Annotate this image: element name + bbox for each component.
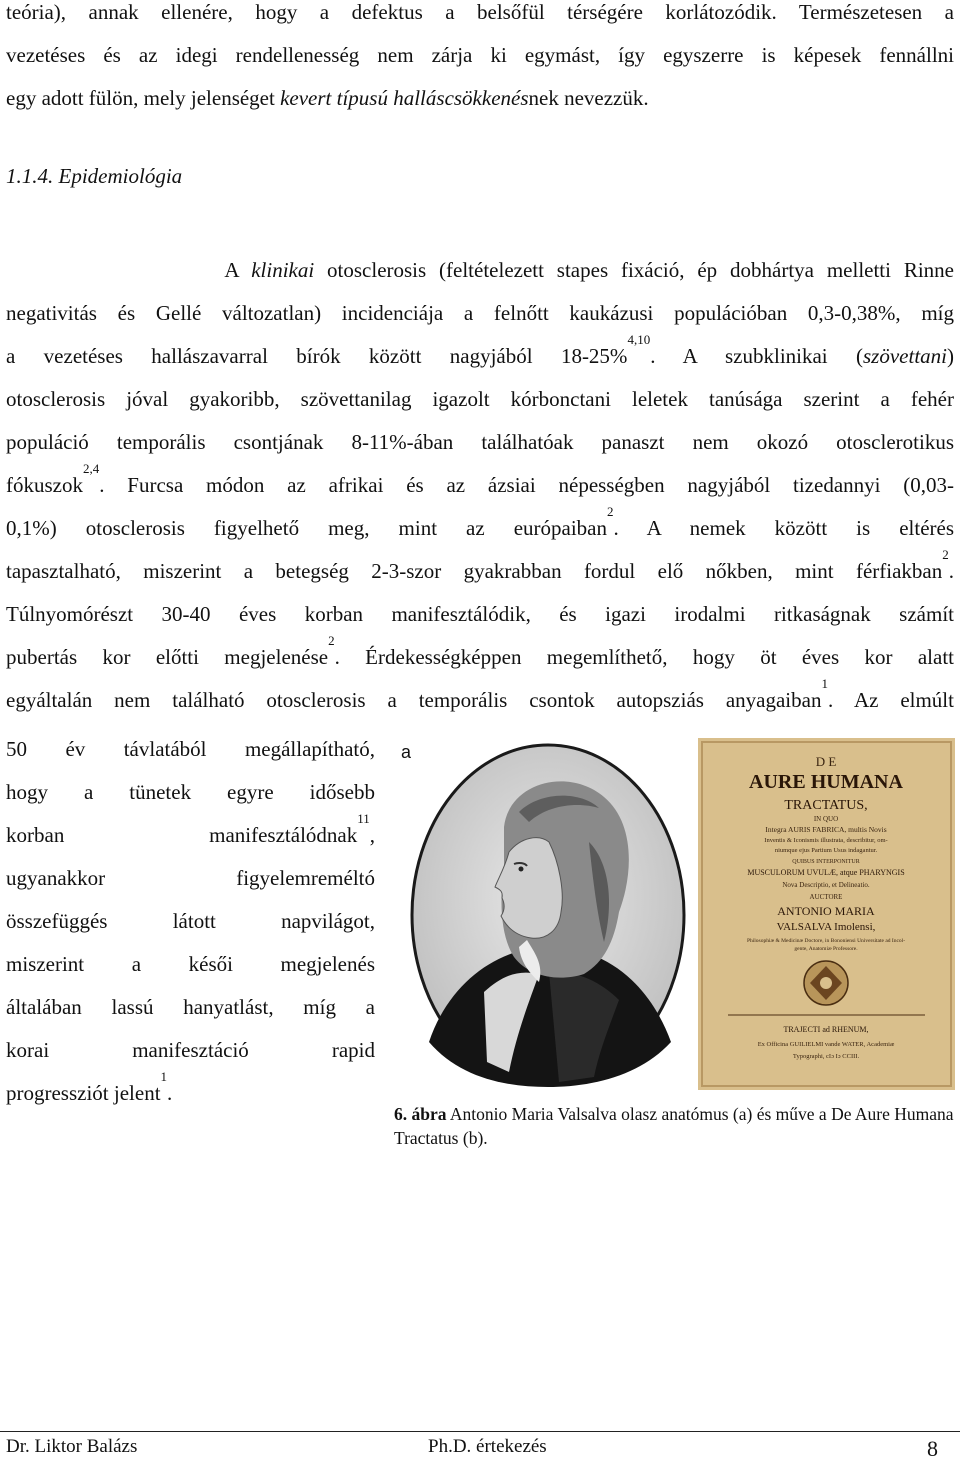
title-line: Typographi, cIɔ Iɔ CCIII.: [792, 1053, 860, 1060]
text-line: fókuszok$^{2,4}$. Furcsa módon az afrikai és az ázsiai népességben nagyjából tizedannyi (0,03-: [6, 461, 954, 497]
text-line: 0,1%) otosclerosis figyelhető meg, mint az európaiban$^2$. A nemek között is eltérés: [6, 504, 954, 540]
text-line: egyáltalán nem található otosclerosis a temporális csontok autopsziás anyagaiban$^1$. Az elmúlt: [6, 676, 954, 712]
title-line: Ex Officina GUILIELMI vande WATER, Academiæ: [757, 1041, 895, 1048]
title-line: TRACTATUS,: [784, 798, 868, 813]
section-heading: 1.1.4. Epidemiológia: [6, 164, 183, 188]
text-line: tapasztalható, miszerint a betegség 2-3-szor gyakrabban fordul elő nőkben, mint férfiakban$^2$.: [6, 547, 954, 583]
title-line: Inventis & Iconismis illustrata, describitur, om-: [764, 837, 888, 844]
text-line: vezetéses és az idegi rendellenesség nem zárja ki egymást, így egyszerre is képesek fennállni: [6, 43, 954, 67]
title-line: QUIBUS INTERPONITUR: [792, 859, 860, 865]
title-line: Integra AURIS FABRICA, multis Novis: [765, 825, 887, 834]
text-line: hogy a tünetek egyre idősebb: [6, 780, 375, 804]
footer-divider: [0, 1431, 960, 1432]
footer-author: Dr. Liktor Balázs: [6, 1436, 138, 1457]
text-line: teória), annak ellenére, hogy a defektus a belsőfül térségére korlátozódik. Természetesen a: [6, 0, 954, 24]
text-line: a vezetéses hallászavarral bírók között nagyjából 18-25%$^{4,10}$. A szubklinikai (szövettani): [6, 332, 954, 368]
title-line: ANTONIO MARIA: [777, 904, 875, 918]
figure-caption: 6. ábra Antonio Maria Valsalva olasz anatómus (a) és műve a De Aure Humana Tractatus (b).: [394, 1104, 954, 1148]
title-page-image: [698, 738, 955, 1090]
text-line: 50 év távlatából megállapítható,: [6, 737, 375, 761]
footer-document: Ph.D. értekezés: [428, 1436, 547, 1457]
title-line: Philosophiæ & Medicinæ Doctore, in Bononiensi Universitate ad Incol-: [746, 938, 906, 944]
title-line: MUSCULORUM UVULÆ, atque PHARYNGIS: [747, 868, 905, 877]
text-line: egy adott fülön, mely jelenséget kevert típusú halláscsökkenésnek nevezzük.: [6, 86, 649, 110]
text-line: általában lassú hanyatlást, míg a: [6, 995, 375, 1019]
portrait-image: [409, 742, 687, 1088]
text-line: negativitás és Gellé változatlan) incidenciája a felnőtt kaukázusi populációban 0,3-0,38%, míg: [6, 301, 954, 325]
ornament-icon: [804, 961, 848, 1005]
text-line: ugyanakkor figyelemreméltó: [6, 866, 375, 890]
title-line: AUCTORE: [809, 893, 843, 901]
text-line: összefüggés látott napvilágot,: [6, 909, 375, 933]
title-line: IN QUO: [813, 815, 839, 823]
page-number: 8: [927, 1436, 938, 1461]
title-line: D E: [815, 754, 837, 769]
body-paragraph: [6, 249, 954, 722]
title-line: Nova Descriptio, et Delineatio.: [782, 881, 870, 889]
text-line: korai manifesztáció rapid: [6, 1038, 375, 1062]
text-line: populáció temporális csontjának 8-11%-ában találhatóak panaszt nem okozó otosclerotikus: [6, 430, 954, 454]
intro-paragraph: [6, 0, 954, 120]
side-column-text: [6, 728, 375, 1115]
text-line: progressziót jelent$^1$.: [6, 1069, 173, 1105]
text-line: korban manifesztálódnak$^{11}$,: [6, 811, 375, 847]
text-line: otosclerosis jóval gyakoribb, szövettanilag igazolt kórbonctani leletek tanúsága szerint a fehér: [6, 387, 954, 411]
text-line: miszerint a késői megjelenés: [6, 952, 375, 976]
title-line: TRAJECTI ad RHENUM,: [783, 1025, 869, 1034]
title-line: VALSALVA Imolensi,: [776, 921, 876, 933]
figure-label-a: a: [401, 742, 412, 762]
title-line: AURE HUMANA: [749, 771, 903, 793]
text-line: A klinikai otosclerosis (feltételezett stapes fixáció, ép dobhártya melletti Rinne: [224, 258, 954, 282]
title-line: gente, Anatomiæ Professore.: [794, 946, 858, 952]
title-line: niumque ejus Partium Usus indagantur.: [774, 847, 878, 854]
text-line: pubertás kor előtti megjelenése$^2$. Érdekességképpen megemlíthető, hogy öt éves kor alatt: [6, 633, 954, 669]
text-line: Túlnyomórészt 30-40 éves korban manifesztálódik, és igazi irodalmi ritkaságnak számít: [6, 602, 954, 626]
